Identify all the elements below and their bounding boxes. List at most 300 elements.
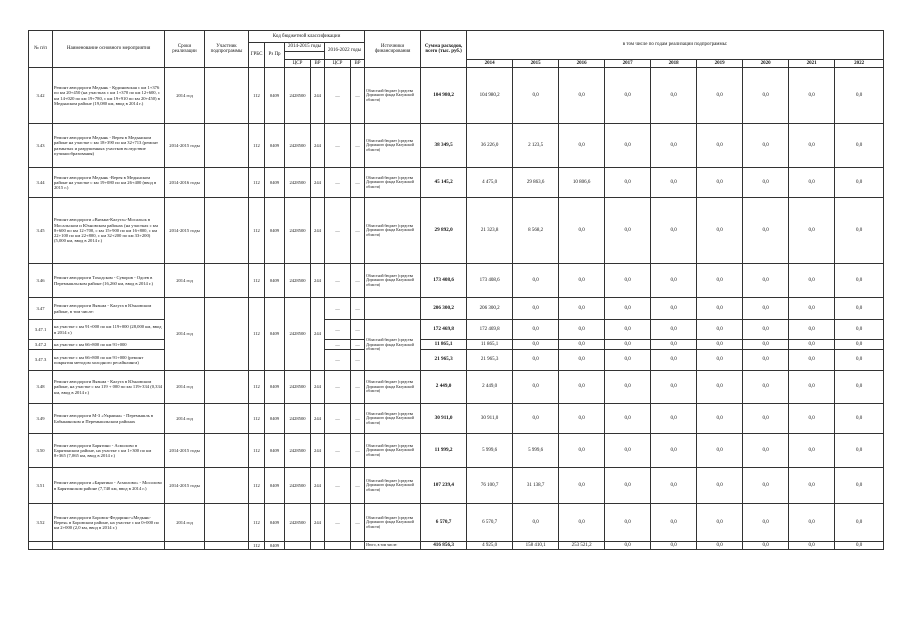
row-sum: 107 239,4 (421, 468, 467, 504)
row-vr: 244 (311, 264, 325, 298)
row-source: Областной бюджет (средства Дорожного фонда Калужской области) (365, 371, 421, 404)
row-year-value: 21 323,8 (467, 198, 513, 264)
total-term (165, 542, 205, 550)
row-rzpr: 0409 (265, 198, 285, 264)
row-year-value: 0,0 (605, 434, 651, 468)
row-term: 2014 год (165, 504, 205, 542)
row-csr: 2428500 (285, 198, 311, 264)
row-year-value: 0,0 (651, 124, 697, 168)
row-year-value: 0,0 (605, 468, 651, 504)
total-year-value: 4 925,0 (467, 542, 513, 550)
row-term: 2014-2016 годы (165, 168, 205, 198)
row-name: Ремонт автодороги Вязьма - Калуга в Юхновском районе, в том числе: (53, 298, 165, 320)
row-sum: 2 449,0 (421, 371, 467, 404)
table-row (29, 68, 884, 124)
row-vr: 244 (311, 124, 325, 168)
row-year-value: 0,0 (743, 68, 789, 124)
row-csr-2: — (325, 124, 351, 168)
row-csr: 2428500 (285, 298, 311, 371)
row-year-value: 0,0 (743, 468, 789, 504)
row-sum: 21 965,3 (421, 350, 467, 371)
row-year-value: 5 999,6 (467, 434, 513, 468)
row-vr: 244 (311, 68, 325, 124)
row-year-value: 0,0 (789, 371, 835, 404)
row-year-value: 0,0 (697, 350, 743, 371)
row-csr: 2428500 (285, 68, 311, 124)
table-body (29, 68, 884, 550)
row-sum: 104 980,2 (421, 68, 467, 124)
row-number: 3.48 (29, 371, 53, 404)
row-vr: 244 (311, 371, 325, 404)
total-csr (285, 542, 311, 550)
table-row (29, 340, 884, 350)
row-year-value: 0,0 (651, 434, 697, 468)
row-participant (205, 404, 249, 434)
table-row (29, 298, 884, 320)
row-year-value: 0,0 (605, 298, 651, 320)
row-term: 2014 год (165, 371, 205, 404)
row-participant (205, 68, 249, 124)
row-rzpr: 0409 (265, 434, 285, 468)
total-year-value: 0,0 (697, 542, 743, 550)
row-source: Областной бюджет (средства Дорожного фонда Калужской области) (365, 198, 421, 264)
header-period-1: 2014-2015 годы (285, 43, 325, 52)
row-year-value: 0,0 (835, 264, 884, 298)
row-sum: 6 570,7 (421, 504, 467, 542)
row-year-value: 0,0 (697, 298, 743, 320)
row-name: Ремонт автодороги Боровск-Федорино-«Медынь-Верея» в Боровском районе, на участке с км 0+000 по км 2+000 (2,0 км, ввод в 2014 г.) (53, 504, 165, 542)
header-csr-1: ЦСР (285, 60, 311, 68)
row-year-value: 0,0 (743, 504, 789, 542)
row-year-value: 0,0 (743, 350, 789, 371)
row-number: 3.42 (29, 68, 53, 124)
row-vr-2: — (351, 468, 365, 504)
row-year-value: 0,0 (605, 198, 651, 264)
total-source: Итого, в том числе: (365, 542, 421, 550)
row-year-value: 0,0 (835, 168, 884, 198)
row-year-value: 0,0 (835, 434, 884, 468)
row-year-value: 0,0 (559, 468, 605, 504)
header-vr-2: ВР (351, 60, 365, 68)
row-year-value: 0,0 (697, 264, 743, 298)
header-num: № п/п (29, 31, 53, 68)
row-number: 3.52 (29, 504, 53, 542)
row-vr-2: — (351, 298, 365, 320)
row-year-value: 0,0 (559, 198, 605, 264)
row-name: Ремонт автодороги Медынь -Верея в Медынском районе на участке с км 19+080 по км 26+400 (ввод в 2015 г.) (53, 168, 165, 198)
row-sum: 173 408,6 (421, 264, 467, 298)
total-vr-2 (351, 542, 365, 550)
header-participant: Участник подпрограммы (205, 31, 249, 68)
header-csr-2: ЦСР (325, 60, 351, 68)
row-rzpr: 0409 (265, 264, 285, 298)
row-year-value: 0,0 (651, 320, 697, 340)
row-vr: 244 (311, 404, 325, 434)
row-vr-2: — (351, 320, 365, 340)
row-csr-2: — (325, 298, 351, 320)
row-vr-2: — (351, 371, 365, 404)
row-year-value: 0,0 (513, 340, 559, 350)
row-year-value: 0,0 (835, 320, 884, 340)
total-participant (205, 542, 249, 550)
row-name: Ремонт автодороги Барятино - Асмолово в Барятинском районе, на участке с км 1+300 по км 8+365 (7,065 км, ввод в 2014 г.) (53, 434, 165, 468)
row-participant (205, 468, 249, 504)
row-term: 2014-2015 годы (165, 468, 205, 504)
row-year-value: 0,0 (605, 264, 651, 298)
row-vr-2: — (351, 340, 365, 350)
row-year-value: 0,0 (513, 264, 559, 298)
row-number: 3.47 (29, 298, 53, 320)
row-year-value: 21 965,3 (467, 350, 513, 371)
row-year-value: 0,0 (605, 168, 651, 198)
row-year-value: 0,0 (789, 168, 835, 198)
row-year-value: 0,0 (789, 264, 835, 298)
row-year-value: 0,0 (789, 468, 835, 504)
row-number: 3.47.1 (29, 320, 53, 340)
row-sum: 11 865,1 (421, 340, 467, 350)
row-year-value: 0,0 (559, 340, 605, 350)
row-year-value: 0,0 (513, 371, 559, 404)
row-year-value: 173 408,6 (467, 264, 513, 298)
table-row (29, 434, 884, 468)
row-year-value: 0,0 (559, 68, 605, 124)
row-grbs: 112 (249, 68, 265, 124)
row-year-value: 8 568,2 (513, 198, 559, 264)
row-participant (205, 264, 249, 298)
row-vr-2: — (351, 198, 365, 264)
row-year-value: 0,0 (789, 124, 835, 168)
row-year-value: 0,0 (789, 404, 835, 434)
row-name: на участке с км 66+800 по км 91+000 (ремонт покрытия методом холодного ресайклинга) (53, 350, 165, 371)
row-vr-2: — (351, 168, 365, 198)
header-rzpr: Рз Пр (265, 43, 285, 68)
row-year-value: 76 100,7 (467, 468, 513, 504)
row-csr-2: — (325, 371, 351, 404)
table-row (29, 320, 884, 340)
row-term: 2014-2015 годы (165, 434, 205, 468)
row-rzpr: 0409 (265, 504, 285, 542)
row-csr-2: — (325, 168, 351, 198)
row-number: 3.45 (29, 198, 53, 264)
row-sum: 29 892,0 (421, 198, 467, 264)
row-csr-2: — (325, 198, 351, 264)
row-number: 3.50 (29, 434, 53, 468)
row-csr: 2428500 (285, 504, 311, 542)
row-year-value: 2 449,0 (467, 371, 513, 404)
row-year-value: 0,0 (651, 298, 697, 320)
row-sum: 206 300,2 (421, 298, 467, 320)
row-source: Областной бюджет (средства Дорожного фонда Калужской области) (365, 404, 421, 434)
total-year-value: 0,0 (789, 542, 835, 550)
row-year-value: 4 475,0 (467, 168, 513, 198)
total-year-value: 0,0 (835, 542, 884, 550)
row-vr: 244 (311, 504, 325, 542)
row-grbs: 112 (249, 168, 265, 198)
header-year-2016: 2016 (559, 60, 605, 68)
row-year-value: 0,0 (513, 320, 559, 340)
row-year-value: 0,0 (651, 340, 697, 350)
row-year-value: 0,0 (559, 504, 605, 542)
row-vr: 244 (311, 434, 325, 468)
table-row (29, 198, 884, 264)
row-year-value: 0,0 (835, 68, 884, 124)
row-participant (205, 168, 249, 198)
row-rzpr: 0409 (265, 371, 285, 404)
row-vr-2: — (351, 404, 365, 434)
row-year-value: 0,0 (835, 371, 884, 404)
row-year-value: 0,0 (605, 340, 651, 350)
row-year-value: 2 123,5 (513, 124, 559, 168)
row-source: Областной бюджет (средства Дорожного фонда Калужской области) (365, 68, 421, 124)
total-year-value: 0,0 (743, 542, 789, 550)
row-name: на участке с км 66+800 по км 91+000 (53, 340, 165, 350)
total-grbs: 112 (249, 542, 265, 550)
row-year-value: 0,0 (789, 434, 835, 468)
header-kbk: Код бюджетной классификации (249, 31, 365, 43)
row-year-value: 0,0 (743, 371, 789, 404)
row-vr-2: — (351, 124, 365, 168)
table-row (29, 124, 884, 168)
row-number: 3.46 (29, 264, 53, 298)
row-source: Областной бюджет (средства Дорожного фонда Калужской области) (365, 320, 421, 371)
row-year-value: 0,0 (835, 404, 884, 434)
row-csr-2: — (325, 320, 351, 340)
row-source: Областной бюджет (средства Дорожного фонда Калужской области) (365, 504, 421, 542)
row-csr: 2428500 (285, 124, 311, 168)
row-rzpr: 0409 (265, 468, 285, 504)
row-source: Областной бюджет (средства Дорожного фонда Калужской области) (365, 468, 421, 504)
row-year-value: 0,0 (651, 468, 697, 504)
row-participant (205, 434, 249, 468)
header-year-2017: 2017 (605, 60, 651, 68)
row-grbs: 112 (249, 468, 265, 504)
row-csr-2: — (325, 68, 351, 124)
table-row (29, 504, 884, 542)
header-terms: Сроки реализации (165, 31, 205, 68)
row-sum: 172 469,8 (421, 320, 467, 340)
row-csr: 2428500 (285, 371, 311, 404)
total-rzpr: 0409 (265, 542, 285, 550)
total-num (29, 542, 53, 550)
row-year-value: 0,0 (651, 264, 697, 298)
row-year-value: 0,0 (743, 404, 789, 434)
row-term: 2014-2015 годы (165, 198, 205, 264)
row-number: 3.49 (29, 404, 53, 434)
row-year-value: 0,0 (697, 168, 743, 198)
row-year-value: 0,0 (835, 468, 884, 504)
row-year-value: 0,0 (651, 198, 697, 264)
header-year-2015: 2015 (513, 60, 559, 68)
row-year-value: 0,0 (513, 504, 559, 542)
row-year-value: 0,0 (743, 298, 789, 320)
table-row (29, 468, 884, 504)
row-year-value: 0,0 (559, 264, 605, 298)
row-year-value: 6 570,7 (467, 504, 513, 542)
row-year-value: 0,0 (697, 124, 743, 168)
row-grbs: 112 (249, 404, 265, 434)
row-source: Областной бюджет (средства Дорожного фонда Калужской области) (365, 168, 421, 198)
row-year-value: 0,0 (605, 504, 651, 542)
header-sum: Сумма расходов, всего (тыс. руб.) (421, 31, 467, 68)
row-year-value: 0,0 (789, 68, 835, 124)
header-year-2018: 2018 (651, 60, 697, 68)
row-year-value: 36 226,0 (467, 124, 513, 168)
row-csr-2: — (325, 350, 351, 371)
row-year-value: 0,0 (789, 504, 835, 542)
row-year-value: 0,0 (743, 168, 789, 198)
row-year-value: 0,0 (605, 320, 651, 340)
row-vr: 244 (311, 168, 325, 198)
row-year-value: 0,0 (743, 434, 789, 468)
row-year-value: 31 138,7 (513, 468, 559, 504)
row-year-value: 0,0 (789, 350, 835, 371)
row-year-value: 0,0 (835, 504, 884, 542)
row-grbs: 112 (249, 298, 265, 371)
row-rzpr: 0409 (265, 404, 285, 434)
row-number: 3.44 (29, 168, 53, 198)
row-vr-2: — (351, 350, 365, 371)
header-source: Источники финансирования (365, 31, 421, 68)
row-participant (205, 371, 249, 404)
total-row (29, 542, 884, 550)
row-year-value: 0,0 (697, 468, 743, 504)
row-participant (205, 298, 249, 371)
row-year-value: 30 911,0 (467, 404, 513, 434)
table-row (29, 371, 884, 404)
row-name: Ремонт автодороги «Барятино - Асмолово» - Мосолово в Барятинском районе (7,740 км, ввод в 2014 г.) (53, 468, 165, 504)
row-csr-2: — (325, 504, 351, 542)
total-csr-2 (325, 542, 351, 550)
row-csr: 2428500 (285, 434, 311, 468)
row-vr: 244 (311, 298, 325, 371)
row-name: Ремонт автодороги «Вязьма-Калуга»-Мосальск в Мосальском и Юхновском районах (на участках с км 8+600 по км 12+700, с км 15+900 по км 16+800, с км 22+100 по км 22+800, с км 32+200 по км 33+200) (5,000 км, ввод в 2014 г.) (53, 198, 165, 264)
table-row (29, 350, 884, 371)
row-year-value: 0,0 (605, 124, 651, 168)
row-rzpr: 0409 (265, 68, 285, 124)
row-year-value: 0,0 (605, 350, 651, 371)
row-year-value: 0,0 (789, 320, 835, 340)
row-year-value: 0,0 (605, 68, 651, 124)
header-grbs: ГРБС (249, 43, 265, 68)
row-grbs: 112 (249, 124, 265, 168)
row-vr: 244 (311, 198, 325, 264)
row-year-value: 0,0 (697, 404, 743, 434)
row-year-value: 0,0 (697, 68, 743, 124)
budget-table (28, 30, 884, 550)
row-participant (205, 124, 249, 168)
total-year-value: 253 521,2 (559, 542, 605, 550)
row-sum: 30 911,0 (421, 404, 467, 434)
row-year-value: 0,0 (697, 340, 743, 350)
row-grbs: 112 (249, 264, 265, 298)
row-year-value: 0,0 (651, 504, 697, 542)
row-year-value: 0,0 (743, 124, 789, 168)
row-csr: 2428500 (285, 168, 311, 198)
table-row (29, 404, 884, 434)
row-year-value: 0,0 (697, 434, 743, 468)
row-term: 2014-2015 годы (165, 124, 205, 168)
row-year-value: 0,0 (651, 68, 697, 124)
row-csr: 2428500 (285, 404, 311, 434)
row-grbs: 112 (249, 371, 265, 404)
row-vr-2: — (351, 434, 365, 468)
row-year-value: 0,0 (513, 404, 559, 434)
header-year-2019: 2019 (697, 60, 743, 68)
header-year-2014: 2014 (467, 60, 513, 68)
row-year-value: 0,0 (513, 68, 559, 124)
row-year-value: 0,0 (789, 198, 835, 264)
row-year-value: 0,0 (651, 371, 697, 404)
row-csr-2: — (325, 434, 351, 468)
row-number: 3.47.3 (29, 350, 53, 371)
row-term: 2014 год (165, 298, 205, 371)
row-number: 3.47.2 (29, 340, 53, 350)
row-participant (205, 504, 249, 542)
row-year-value: 0,0 (559, 371, 605, 404)
row-sum: 11 999,2 (421, 434, 467, 468)
row-vr: 244 (311, 468, 325, 504)
row-year-value: 206 300,2 (467, 298, 513, 320)
row-year-value: 0,0 (697, 198, 743, 264)
total-vr (311, 542, 325, 550)
row-year-value: 0,0 (835, 124, 884, 168)
row-term: 2014 год (165, 404, 205, 434)
row-csr-2: — (325, 340, 351, 350)
row-name: Ремонт автодороги Вязьма - Калуга в Юхновском районе, на участке с км 119 + 000 по км 119+334 (0,334 км, ввод в 2014 г.) (53, 371, 165, 404)
header-year-2022: 2022 (835, 60, 884, 68)
header-year-2021: 2021 (789, 60, 835, 68)
row-year-value: 5 999,6 (513, 434, 559, 468)
row-source: Областной бюджет (средства Дорожного фонда Калужской области) (365, 264, 421, 298)
row-source: Областной бюджет (средства Дорожного фонда Калужской области) (365, 124, 421, 168)
row-year-value: 0,0 (789, 298, 835, 320)
row-year-value: 0,0 (697, 371, 743, 404)
total-year-value: 0,0 (605, 542, 651, 550)
row-year-value: 0,0 (835, 298, 884, 320)
header-period-1-spacer (285, 52, 325, 60)
row-year-value: 0,0 (559, 320, 605, 340)
header-period-2: 2016-2022 годы (325, 43, 365, 60)
row-year-value: 0,0 (743, 340, 789, 350)
row-term: 2014 год (165, 68, 205, 124)
row-year-value: 0,0 (513, 298, 559, 320)
row-year-value: 104 980,2 (467, 68, 513, 124)
row-name: Ремонт автодороги Медынь - Верея в Медынском районе на участке с км 18+390 по км 32+713 (ремонт размытых и разрушенных участков вследствие пучинообразования) (53, 124, 165, 168)
row-year-value: 0,0 (743, 320, 789, 340)
row-csr-2: — (325, 468, 351, 504)
row-year-value: 0,0 (835, 198, 884, 264)
row-year-value: 0,0 (743, 198, 789, 264)
row-year-value: 0,0 (513, 350, 559, 371)
row-year-value: 0,0 (789, 340, 835, 350)
row-sum: 45 145,2 (421, 168, 467, 198)
row-year-value: 0,0 (651, 350, 697, 371)
row-year-value: 0,0 (559, 404, 605, 434)
row-year-value: 29 863,6 (513, 168, 559, 198)
total-year-value: 0,0 (651, 542, 697, 550)
row-year-value: 0,0 (697, 504, 743, 542)
row-year-value: 0,0 (651, 404, 697, 434)
row-year-value: 0,0 (559, 298, 605, 320)
row-sum: 38 349,5 (421, 124, 467, 168)
row-year-value: 0,0 (835, 340, 884, 350)
row-grbs: 112 (249, 434, 265, 468)
header-by-years: в том числе по годам реализации подпрограммы: (467, 31, 884, 60)
table-row (29, 168, 884, 198)
table-row (29, 264, 884, 298)
total-sum: 416 856,3 (421, 542, 467, 550)
row-year-value: 0,0 (559, 434, 605, 468)
